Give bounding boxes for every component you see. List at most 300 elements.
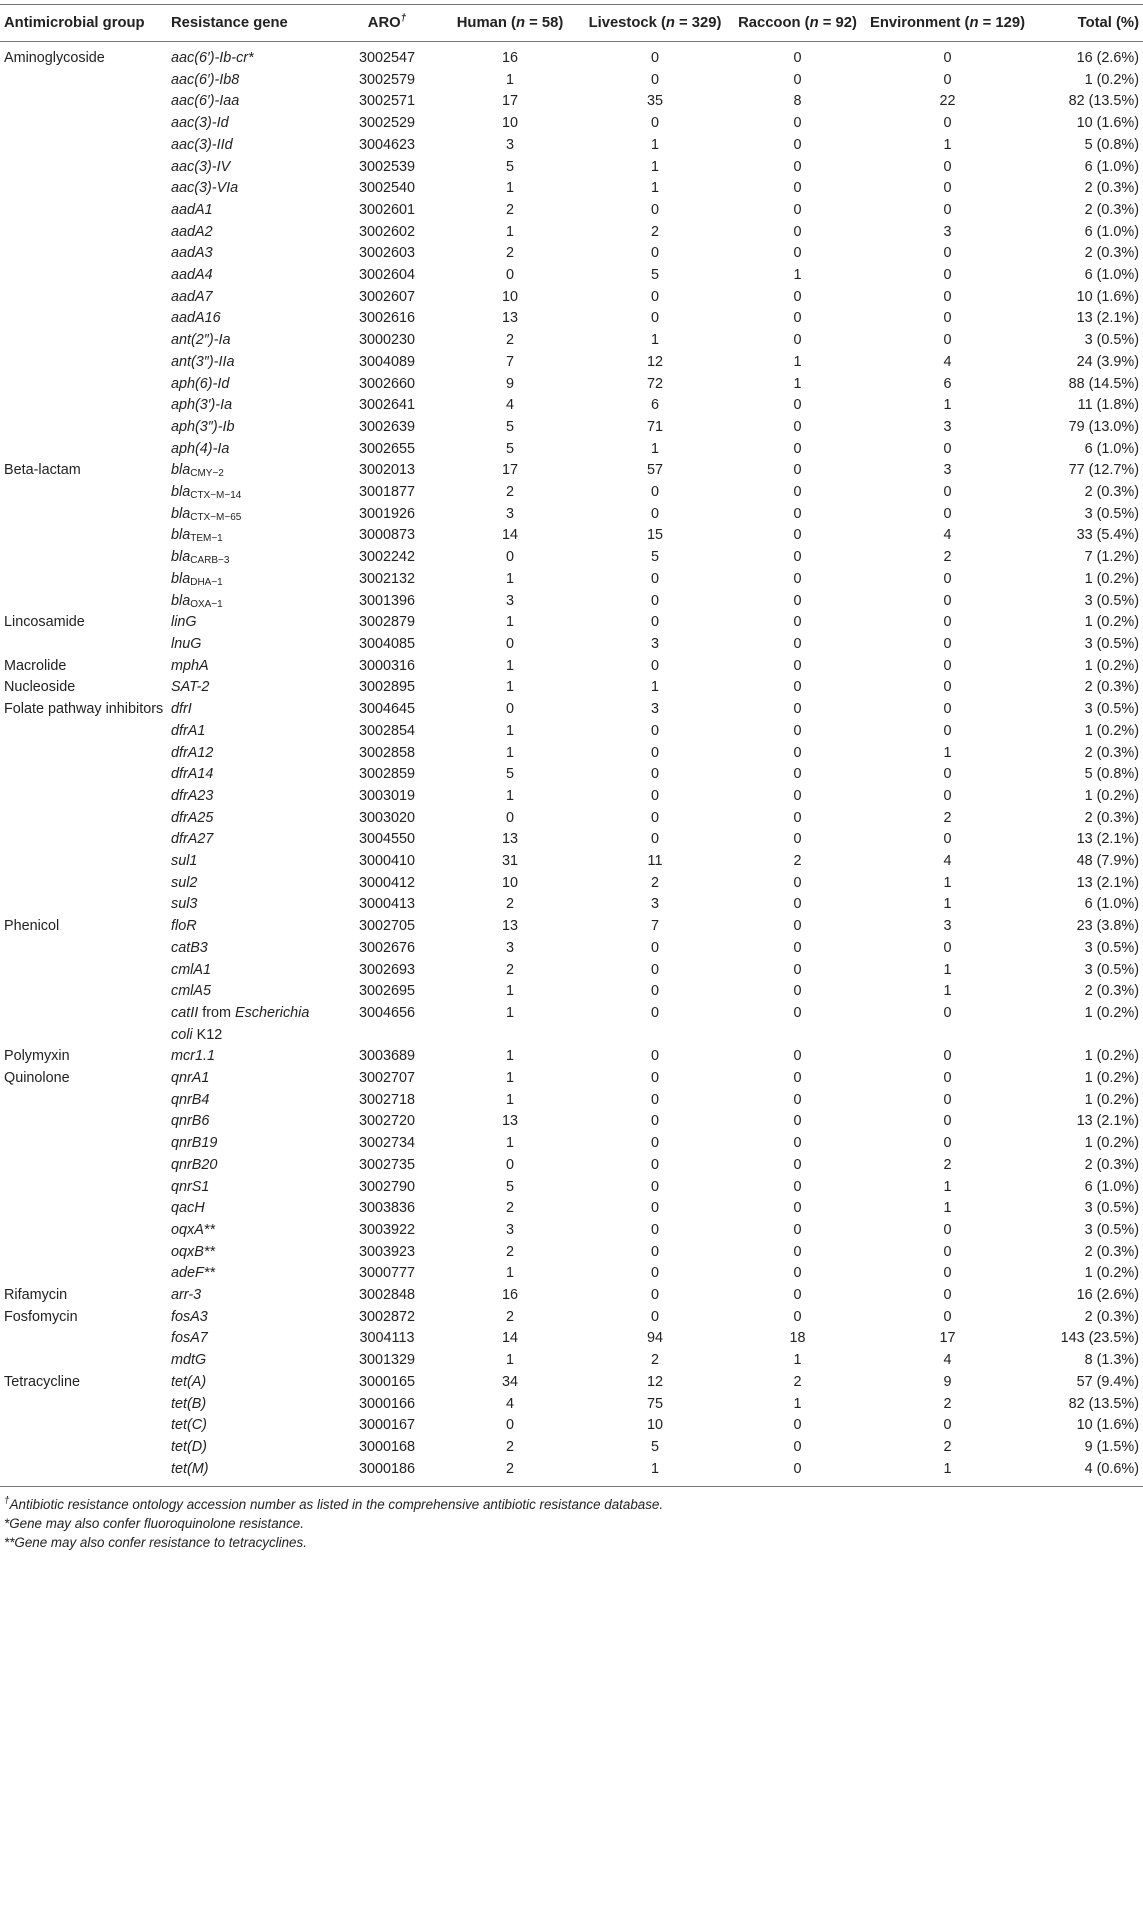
cell-group [0, 157, 171, 179]
cell-livestock: 1 [650, 679, 659, 696]
cell-total: 2 (0.3%) [1084, 1308, 1139, 1325]
cell-group [0, 1177, 171, 1199]
cell-total: 23 (3.8%) [1076, 918, 1139, 935]
cell-aro: 3002705 [358, 918, 416, 935]
cell-total: 1 (0.2%) [1084, 570, 1139, 587]
cell-aro: 3002607 [358, 288, 416, 305]
cell-human: 1 [505, 223, 514, 240]
cell-aro: 3000777 [358, 1265, 416, 1282]
cell-livestock: 0 [650, 939, 659, 956]
table-row [0, 1220, 1143, 1242]
table-row [0, 1003, 1143, 1046]
cell-human: 1 [505, 614, 514, 631]
cell-aro: 3002790 [358, 1178, 416, 1195]
cell-aro: 3002601 [358, 201, 416, 218]
cell-gene: catII from Escherichia coli K12 [171, 1004, 310, 1043]
cell-group [0, 395, 171, 417]
cell-human: 1 [505, 657, 514, 674]
cell-human: 0 [505, 635, 514, 652]
cell-livestock: 0 [650, 744, 659, 761]
cell-total: 6 (1.0%) [1084, 440, 1139, 457]
cell-livestock: 0 [650, 983, 659, 1000]
cell-raccoon: 2 [793, 1373, 802, 1390]
cell-aro: 3002693 [358, 961, 416, 978]
cell-gene: tet(M) [171, 1459, 334, 1487]
cell-aro: 3000410 [358, 853, 416, 870]
cell-environment: 0 [943, 1308, 952, 1325]
cell-raccoon: 1 [793, 1352, 802, 1369]
table-row [0, 1155, 1143, 1177]
table-row [0, 1394, 1143, 1416]
cell-environment: 1 [943, 1178, 952, 1195]
cell-human: 7 [505, 353, 514, 370]
cell-human: 2 [505, 896, 514, 913]
cell-gene: qacH [171, 1200, 205, 1217]
cell-environment: 2 [943, 809, 952, 826]
cell-total: 2 (0.3%) [1084, 679, 1139, 696]
cell-human: 10 [501, 288, 518, 305]
cell-aro: 3004113 [359, 1330, 415, 1347]
cell-environment: 0 [943, 1221, 952, 1238]
cell-aro: 3002718 [358, 1091, 416, 1108]
cell-group [0, 1263, 171, 1285]
cell-total: 24 (3.9%) [1076, 353, 1139, 370]
cell-group [0, 1090, 171, 1112]
cell-total: 2 (0.3%) [1084, 744, 1139, 761]
cell-total: 88 (14.5%) [1068, 375, 1139, 392]
cell-aro: 3000165 [358, 1373, 416, 1390]
cell-livestock: 3 [650, 896, 659, 913]
table-row [0, 1459, 1143, 1487]
cell-livestock: 0 [650, 961, 659, 978]
cell-aro: 3002895 [358, 679, 416, 696]
cell-group [0, 1415, 171, 1437]
cell-total: 1 (0.2%) [1084, 614, 1139, 631]
cell-livestock: 10 [646, 1417, 663, 1434]
col-header-human: Human (n = 58) [440, 5, 580, 42]
cell-group [0, 70, 171, 92]
cell-aro: 3002655 [358, 440, 416, 457]
cell-group: Tetracycline [4, 1373, 80, 1390]
table-row [0, 1090, 1143, 1112]
cell-gene: aac(6′)-Iaa [171, 93, 240, 110]
cell-raccoon: 0 [793, 549, 802, 566]
cell-raccoon: 0 [793, 1417, 802, 1434]
cell-total: 1 (0.2%) [1084, 1091, 1139, 1108]
cell-gene: ant(2″)-Ia [171, 332, 231, 349]
cell-gene: aadA1 [171, 201, 213, 218]
cell-gene: dfrA23 [171, 787, 214, 804]
cell-group [0, 1328, 171, 1350]
cell-livestock: 0 [650, 1221, 659, 1238]
cell-human: 1 [505, 983, 514, 1000]
cell-human: 5 [505, 766, 514, 783]
cell-environment: 3 [943, 462, 952, 479]
cell-aro: 3003923 [358, 1243, 416, 1260]
col-header-gene: Resistance gene [171, 5, 334, 42]
cell-raccoon: 0 [793, 1243, 802, 1260]
cell-total: 1 (0.2%) [1084, 71, 1139, 88]
cell-raccoon: 2 [793, 853, 802, 870]
cell-gene: dfrA14 [171, 766, 214, 783]
cell-livestock: 0 [650, 1135, 659, 1152]
table-row [0, 287, 1143, 309]
cell-group [0, 439, 171, 461]
cell-aro: 3001329 [358, 1352, 416, 1369]
cell-aro: 3002660 [358, 375, 416, 392]
table-row [0, 1046, 1143, 1068]
cell-group [0, 786, 171, 808]
cell-livestock: 0 [650, 1200, 659, 1217]
cell-raccoon: 0 [793, 679, 802, 696]
cell-human: 1 [505, 1265, 514, 1282]
cell-aro: 3001396 [358, 592, 416, 609]
cell-total: 1 (0.2%) [1084, 657, 1139, 674]
cell-gene: aph(3′)-Ia [171, 397, 233, 414]
table-row [0, 482, 1143, 504]
cell-human: 1 [505, 180, 514, 197]
cell-gene: oqxA** [171, 1221, 216, 1238]
cell-environment: 1 [943, 896, 952, 913]
cell-livestock: 0 [650, 1091, 659, 1108]
cell-human: 0 [505, 1417, 514, 1434]
cell-gene: mdtG [171, 1352, 207, 1369]
table-row [0, 829, 1143, 851]
cell-aro: 3000412 [358, 874, 416, 891]
cell-total: 48 (7.9%) [1076, 853, 1139, 870]
table-row [0, 308, 1143, 330]
table-row [0, 1111, 1143, 1133]
cell-livestock: 0 [650, 1113, 659, 1130]
cell-gene: ant(3″)-IIa [171, 353, 235, 370]
cell-total: 6 (1.0%) [1084, 1178, 1139, 1195]
cell-raccoon: 0 [793, 614, 802, 631]
cell-environment: 1 [943, 1200, 952, 1217]
cell-raccoon: 0 [793, 809, 802, 826]
cell-gene: adeF** [171, 1265, 216, 1282]
table-row [0, 916, 1143, 938]
cell-environment: 1 [943, 136, 952, 153]
table-row [0, 1133, 1143, 1155]
table-row [0, 1285, 1143, 1307]
cell-aro: 3002242 [358, 549, 416, 566]
cell-gene: mphA [171, 657, 209, 674]
cell-livestock: 5 [650, 549, 659, 566]
cell-aro: 3000166 [358, 1395, 416, 1412]
footnote-aro: †Antibiotic resistance ontology accession number as listed in the comprehensive antibiotic resistance database. [4, 1495, 664, 1513]
col-header-group: Antimicrobial group [0, 5, 171, 42]
cell-raccoon: 0 [793, 288, 802, 305]
cell-raccoon: 0 [793, 939, 802, 956]
cell-livestock: 12 [646, 353, 663, 370]
cell-livestock: 2 [650, 223, 659, 240]
cell-environment: 0 [943, 592, 952, 609]
cell-raccoon: 0 [793, 918, 802, 935]
cell-gene: aac(3)-Id [171, 115, 229, 132]
cell-raccoon: 0 [793, 397, 802, 414]
cell-total: 3 (0.5%) [1084, 505, 1139, 522]
cell-human: 1 [505, 787, 514, 804]
cell-gene: bla$_{OXA-1}$ [171, 592, 223, 610]
cell-total: 1 (0.2%) [1084, 1048, 1139, 1065]
cell-human: 17 [501, 93, 518, 110]
cell-group [0, 243, 171, 265]
cell-total: 13 (2.1%) [1076, 874, 1139, 891]
cell-gene: qnrA1 [171, 1070, 210, 1087]
table-row [0, 656, 1143, 678]
cell-gene: sul1 [171, 853, 198, 870]
table-row [0, 330, 1143, 352]
cell-raccoon: 0 [793, 1221, 802, 1238]
cell-gene: arr-3 [171, 1287, 202, 1304]
cell-environment: 1 [943, 744, 952, 761]
table-row [0, 525, 1143, 547]
cell-environment: 0 [943, 158, 952, 175]
cell-human: 1 [505, 722, 514, 739]
cell-livestock: 0 [650, 115, 659, 132]
table-row [0, 677, 1143, 699]
cell-human: 3 [505, 136, 514, 153]
cell-aro: 3002013 [358, 462, 416, 479]
cell-group [0, 308, 171, 330]
cell-environment: 0 [943, 1113, 952, 1130]
cell-raccoon: 0 [793, 874, 802, 891]
cell-group [0, 873, 171, 895]
cell-group [0, 287, 171, 309]
cell-total: 8 (1.3%) [1084, 1352, 1139, 1369]
col-header-livestock: Livestock (n = 329) [580, 5, 730, 42]
cell-raccoon: 0 [793, 1265, 802, 1282]
cell-human: 2 [505, 484, 514, 501]
cell-group [0, 634, 171, 656]
cell-raccoon: 0 [793, 701, 802, 718]
cell-human: 1 [505, 744, 514, 761]
cell-human: 1 [505, 570, 514, 587]
cell-livestock: 15 [646, 527, 663, 544]
cell-aro: 3004656 [358, 1004, 416, 1021]
cell-livestock: 0 [650, 1243, 659, 1260]
cell-livestock: 5 [650, 267, 659, 284]
cell-group [0, 417, 171, 439]
cell-raccoon: 1 [793, 375, 802, 392]
cell-human: 0 [505, 701, 514, 718]
cell-aro: 3002859 [358, 766, 416, 783]
cell-group [0, 1459, 171, 1487]
cell-gene: sul2 [171, 874, 198, 891]
cell-gene: aph(3″)-Ib [171, 418, 235, 435]
cell-aro: 3004085 [358, 635, 416, 652]
cell-group [0, 135, 171, 157]
cell-environment: 0 [943, 831, 952, 848]
cell-group [0, 764, 171, 786]
cell-total: 3 (0.5%) [1084, 1221, 1139, 1238]
cell-raccoon: 18 [789, 1330, 806, 1347]
footnotes [0, 1495, 1143, 1552]
cell-aro: 3002616 [358, 310, 416, 327]
cell-human: 3 [505, 939, 514, 956]
cell-livestock: 5 [650, 1439, 659, 1455]
cell-livestock: 0 [650, 201, 659, 218]
cell-human: 16 [501, 50, 518, 66]
table-row [0, 547, 1143, 569]
cell-aro: 3002872 [358, 1308, 416, 1325]
cell-human: 1 [505, 1091, 514, 1108]
cell-livestock: 0 [650, 310, 659, 327]
cell-total: 5 (0.8%) [1084, 136, 1139, 153]
cell-aro: 3002734 [358, 1135, 416, 1152]
cell-environment: 1 [943, 961, 952, 978]
cell-aro: 3000186 [334, 1459, 440, 1487]
cell-raccoon: 0 [793, 245, 802, 262]
cell-environment: 0 [943, 115, 952, 132]
cell-environment: 0 [943, 1048, 952, 1065]
cell-environment: 2 [943, 1395, 952, 1412]
cell-raccoon: 0 [793, 180, 802, 197]
cell-aro: 3002602 [358, 223, 416, 240]
cell-environment: 0 [943, 180, 952, 197]
cell-gene: dfrI [171, 701, 192, 718]
cell-aro: 3002529 [358, 115, 416, 132]
cell-group [0, 1111, 171, 1133]
cell-raccoon: 0 [793, 744, 802, 761]
cell-human: 2 [505, 961, 514, 978]
cell-environment: 0 [943, 440, 952, 457]
cell-raccoon: 1 [793, 267, 802, 284]
cell-livestock: 72 [646, 375, 663, 392]
cell-raccoon: 0 [793, 1156, 802, 1173]
cell-group: Polymyxin [4, 1048, 70, 1065]
cell-total: 13 (2.1%) [1076, 831, 1139, 848]
cell-aro: 3003019 [358, 787, 416, 804]
cell-human: 0 [505, 549, 514, 566]
cell-livestock: 0 [650, 657, 659, 674]
cell-gene: dfrA12 [171, 744, 214, 761]
cell-environment: 1 [943, 874, 952, 891]
cell-environment: 2 [943, 1439, 952, 1455]
cell-group [0, 1198, 171, 1220]
cell-total: 13 (2.1%) [1076, 310, 1139, 327]
cell-total: 1 (0.2%) [1084, 1265, 1139, 1282]
cell-group [0, 1350, 171, 1372]
cell-group [0, 547, 171, 569]
cell-raccoon: 0 [793, 115, 802, 132]
cell-raccoon: 0 [793, 1200, 802, 1217]
cell-group [0, 808, 171, 830]
table-row [0, 938, 1143, 960]
cell-environment: 2 [943, 549, 952, 566]
cell-group [0, 894, 171, 916]
cell-total: 10 (1.6%) [1076, 1417, 1139, 1434]
cell-environment: 0 [943, 1091, 952, 1108]
cell-human: 16 [501, 1287, 518, 1304]
table-row [0, 1177, 1143, 1199]
table-row [0, 634, 1143, 656]
table-row [0, 1350, 1143, 1372]
cell-gene: aac(3)-IId [171, 136, 233, 153]
cell-environment: 0 [943, 1287, 952, 1304]
cell-group [0, 1220, 171, 1242]
cell-group: Macrolide [4, 657, 67, 674]
cell-total: 2 (0.3%) [1084, 484, 1139, 501]
cell-gene: dfrA27 [171, 831, 214, 848]
cell-gene: tet(B) [171, 1395, 207, 1412]
table-row [0, 243, 1143, 265]
cell-aro: 3002132 [358, 570, 416, 587]
cell-raccoon: 0 [793, 1308, 802, 1325]
cell-group [0, 200, 171, 222]
cell-aro: 3000230 [358, 332, 416, 349]
table-row [0, 157, 1143, 179]
footnote-tetracyclines: **Gene may also confer resistance to tetracyclines. [4, 1535, 307, 1551]
cell-environment: 0 [943, 614, 952, 631]
cell-raccoon: 0 [793, 418, 802, 435]
cell-livestock: 0 [650, 1004, 659, 1021]
cell-human: 1 [505, 1070, 514, 1087]
cell-total: 6 (1.0%) [1084, 896, 1139, 913]
cell-human: 34 [501, 1373, 518, 1390]
cell-aro: 3000168 [358, 1439, 416, 1455]
cell-livestock: 75 [646, 1395, 663, 1412]
cell-group [0, 482, 171, 504]
cell-livestock: 0 [650, 71, 659, 88]
cell-environment: 0 [943, 245, 952, 262]
cell-total: 7 (1.2%) [1084, 549, 1139, 566]
cell-human: 2 [505, 201, 514, 218]
cell-aro: 3001877 [358, 484, 416, 501]
cell-environment: 0 [943, 484, 952, 501]
cell-raccoon: 0 [793, 657, 802, 674]
col-header-aro: ARO† [334, 5, 440, 42]
cell-gene: sul3 [171, 896, 198, 913]
table-row [0, 981, 1143, 1003]
cell-gene: catB3 [171, 939, 208, 956]
cell-gene: bla$_{CARB-3}$ [171, 549, 230, 567]
cell-total: 33 (5.4%) [1076, 527, 1139, 544]
cell-gene: dfrA1 [171, 722, 206, 739]
cell-human: 0 [505, 1156, 514, 1173]
cell-total: 4 (0.6%) [1030, 1459, 1143, 1487]
cell-group: Rifamycin [4, 1287, 68, 1304]
cell-human: 10 [501, 115, 518, 132]
cell-environment: 0 [943, 505, 952, 522]
cell-human: 5 [505, 418, 514, 435]
cell-gene: tet(D) [171, 1439, 207, 1455]
cell-human: 3 [505, 592, 514, 609]
cell-environment: 4 [943, 353, 952, 370]
cell-livestock: 0 [650, 1287, 659, 1304]
cell-environment: 0 [943, 1135, 952, 1152]
cell-environment: 0 [943, 201, 952, 218]
table-row [0, 873, 1143, 895]
cell-aro: 3002641 [358, 397, 416, 414]
cell-gene: tet(C) [171, 1417, 207, 1434]
cell-aro: 3003020 [358, 809, 416, 826]
cell-livestock: 0 [650, 1265, 659, 1282]
cell-livestock: 0 [650, 722, 659, 739]
cell-environment: 0 [943, 679, 952, 696]
cell-raccoon: 0 [793, 722, 802, 739]
cell-aro: 3002603 [358, 245, 416, 262]
cell-raccoon: 1 [793, 353, 802, 370]
cell-livestock: 0 [650, 484, 659, 501]
cell-human: 2 [505, 1308, 514, 1325]
cell-livestock: 1 [580, 1459, 730, 1487]
cell-livestock: 1 [650, 158, 659, 175]
cell-raccoon: 0 [793, 505, 802, 522]
cell-total: 3 (0.5%) [1084, 939, 1139, 956]
cell-aro: 3002848 [358, 1287, 416, 1304]
cell-group: Quinolone [4, 1070, 70, 1087]
